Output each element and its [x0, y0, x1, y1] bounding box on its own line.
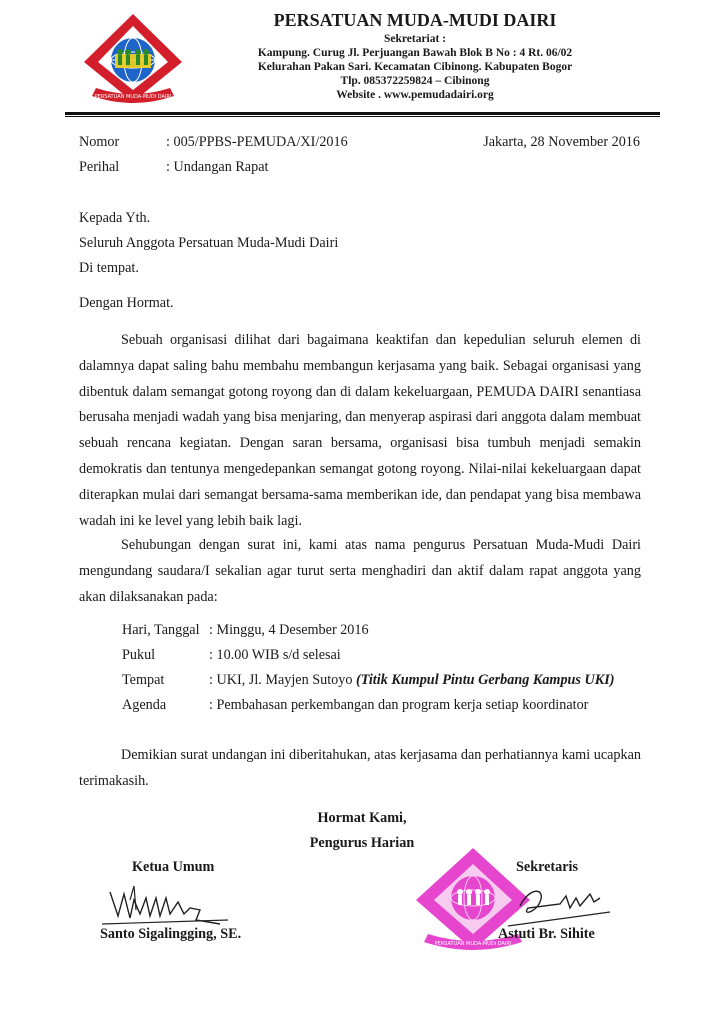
event-time-label: Pukul	[122, 647, 156, 663]
event-time-value: : 10.00 WIB s/d selesai	[209, 647, 341, 663]
left-signatory-title: Ketua Umum	[132, 859, 215, 875]
event-place-value: : UKI, Jl. Mayjen Sutoyo	[209, 672, 356, 688]
event-place-note: (Titik Kumpul Pintu Gerbang Kampus UKI)	[356, 672, 615, 688]
event-agenda-label: Agenda	[122, 697, 167, 713]
perihal-row	[79, 159, 268, 176]
closing-hormat: Hormat Kami,	[317, 810, 407, 826]
body-paragraph-1: Sebuah organisasi dilihat dari bagaimana keaktifan dan kepedulian seluruh elemen di dalamnya dapat saling bahu membahu membangun kerjasama yang baik. Sebagai organisasi yang dibentuk dalam semangat gotong royong dan di dalam kekeluargaan, PEMUDA DAIRI senantiasa berusaha menjadi wadah yang bisa menjaring, dan menyerap aspirasi dari anggota dalam membuat sebuah rencana kegiatan. Dengan saran bersama, organisasi bisa tumbuh menjadi semakin demokratis dan tentunya mengedepankan semangat gotong royong. Nilai-nilai kekeluargaan dapat diterapkan mulai dari semangat bersama-sama memberikan ide, dan pendapat yang bisa membawa wadah ini ke level yang lebih baik lagi.	[79, 332, 641, 529]
letter-date: Jakarta, 28 November 2016	[483, 134, 640, 150]
right-signatory-title: Sekretaris	[516, 859, 578, 875]
nomor-row	[79, 134, 348, 151]
address-line-2: Kelurahan Pakan Sari. Kecamatan Cibinong. Kabupaten Bogor	[257, 61, 573, 73]
event-place-row	[122, 672, 614, 689]
left-signatory-name: Santo Sigalingging, SE.	[100, 926, 242, 942]
event-date-row	[122, 622, 369, 639]
nomor-label: Nomor	[79, 134, 120, 150]
address-line-1: Kampung. Curug Jl. Perjuangan Bawah Blok B No : 4 Rt. 06/02	[257, 47, 573, 59]
event-date-label: Hari, Tanggal	[122, 622, 200, 638]
perihal-value: : Undangan Rapat	[166, 159, 269, 175]
closing-pengurus: Pengurus Harian	[309, 835, 415, 851]
org-name: PERSATUAN MUDA-MUDI DAIRI	[273, 10, 557, 30]
organization-logo	[78, 10, 188, 106]
event-date-value: : Minggu, 4 Desember 2016	[209, 622, 369, 638]
recipient-line-3: Di tempat.	[79, 260, 139, 276]
stamp-text: PERSATUAN MUDA-MUDI DAIRI	[434, 941, 512, 947]
header-rule-thick	[65, 112, 660, 115]
right-signatory-name: Astuti Br. Sihite	[498, 926, 595, 942]
website: Website . www.pemudadairi.org	[336, 89, 494, 101]
body-paragraph-2: Sehubungan dengan surat ini, kami atas nama pengurus Persatuan Muda-Mudi Dairi mengundang saudara/I sekalian agar turut serta menghadiri dan aktif dalam rapat anggota yang akan dilaksanakan pada:	[79, 537, 641, 605]
phone: Tlp. 085372259824 – Cibinong	[340, 75, 490, 87]
recipient-line-1: Kepada Yth.	[79, 210, 151, 226]
event-agenda-value: : Pembahasan perkembangan dan program kerja setiap koordinator	[209, 697, 589, 713]
event-agenda-row	[122, 697, 588, 714]
event-place-label: Tempat	[122, 672, 165, 688]
event-time-row	[122, 647, 341, 664]
closing-paragraph: Demikian surat undangan ini diberitahukan, atas kerjasama dan perhatiannya kami ucapkan terimakasih.	[79, 747, 641, 789]
nomor-value: : 005/PPBS-PEMUDA/XI/2016	[166, 134, 348, 150]
header-rule-thin	[65, 116, 660, 117]
perihal-label: Perihal	[79, 159, 120, 175]
secretariat-label: Sekretariat :	[383, 33, 447, 45]
recipient-line-2: Seluruh Anggota Persatuan Muda-Mudi Dairi	[79, 235, 339, 251]
logo-text: PERSATUAN MUDA-MUDI DAIRI	[94, 94, 172, 100]
greeting: Dengan Hormat.	[79, 295, 174, 311]
